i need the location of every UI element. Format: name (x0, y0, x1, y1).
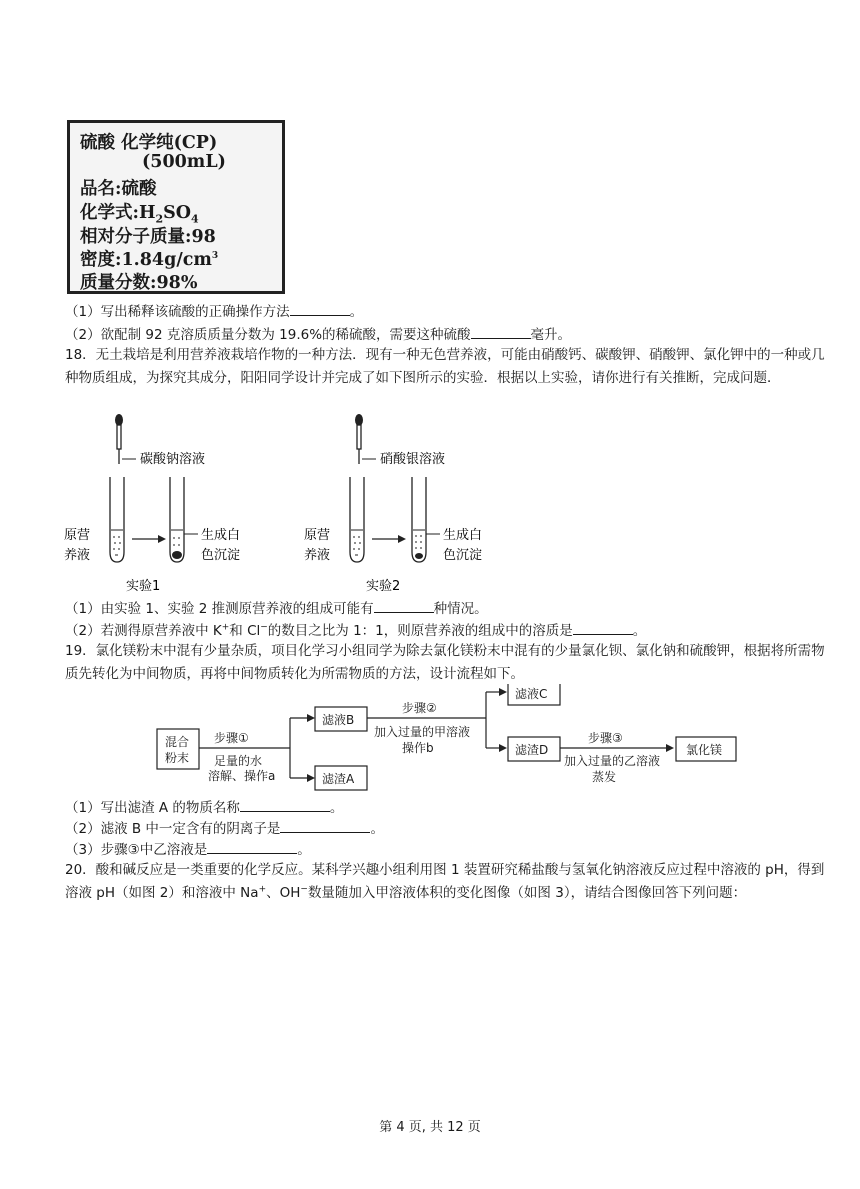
exp2-caption: 实验2 (366, 579, 401, 594)
exp1-result-label-1: 生成白 (201, 528, 241, 543)
exp2-result-label-2: 色沉淀 (443, 548, 483, 563)
exp1-original-label-2: 养液 (64, 548, 91, 563)
mix-box-label-1: 混合 (165, 735, 190, 749)
label-line-6: 密度$:1.84g/cm^3$ (80, 250, 219, 270)
test-tube-icon (110, 477, 124, 562)
label-line-1: 硫酸 化学纯(CP) (80, 133, 218, 153)
residue-d-label: 滤渣D (515, 743, 549, 757)
q18-part2: （2）若测得原营养液中 K+和 Cl−的数目之比为 1：1，则原营养液的组成中的溶质是 。 (65, 622, 647, 639)
residue-a-label: 滤渣A (322, 772, 355, 786)
exp1-original-label-1: 原营 (64, 528, 91, 543)
step1-label: 步骤① (214, 731, 249, 745)
q20-stem: 20．酸和碱反应是一类重要的化学反应。某科学兴趣小组利用图 1 装置研究稀盐酸与氢氧化钠溶液反应过程中溶液的 pH，得到溶液 pH（如图 2）和溶液中 Na+、OH−数量随加入甲溶液体积的变化图像（如图 3），请结合图像回答下列问题： (65, 862, 825, 901)
label-line-4: 化学式$:H_2SO_4$ (80, 203, 199, 226)
q19-part1: （1）写出滤渣 A 的物质名称 。 (65, 800, 344, 816)
filtrate-c-label: 滤液C (515, 687, 548, 701)
exp2-original-label-1: 原营 (304, 528, 331, 543)
q19-flowchart (150, 684, 750, 796)
step1-detail-2: 溶解、操作a (208, 769, 276, 783)
step3-detail-1: 加入过量的乙溶液 (564, 754, 661, 768)
test-tube-icon (350, 477, 364, 562)
step1-detail-1: 足量的水 (214, 754, 263, 768)
label-line-5: 相对分子质量:98 (80, 227, 216, 247)
exp1-result-label-2: 色沉淀 (201, 548, 241, 563)
filtrate-b-label: 滤液B (322, 713, 355, 727)
q18-stem: 18．无土栽培是利用营养液栽培作物的一种方法．现有一种无色营养液，可能由硝酸钙、碳酸钾、硝酸钾、氯化钾中的一种或几种物质组成，为探究其成分，阳阳同学设计并完成了如下图所示的实验．根据以上实验，请你进行有关推断，完成问题． (65, 347, 825, 386)
exp1-reagent-label: 碳酸钠溶液 (140, 452, 206, 467)
exp2-reagent-label: 硝酸银溶液 (380, 452, 446, 467)
step3-label: 步骤③ (588, 731, 623, 745)
q19-part2: （2）滤液 B 中一定含有的阴离子是 。 (65, 821, 384, 837)
exp2-result-label-1: 生成白 (443, 528, 483, 543)
q19-stem: 19．氯化镁粉末中混有少量杂质，项目化学习小组同学为除去氯化镁粉末中混有的少量氯化钡、氯化钠和硫酸钾，根据将所需物质先转化为中间物质，再将中间物质转化为所需物质的方法，设计流程如下。 (65, 643, 825, 682)
product-label: 氯化镁 (686, 743, 723, 757)
q17-part1: （1）写出稀释该硫酸的正确操作方法 。 (65, 304, 364, 320)
step2-label: 步骤② (402, 701, 437, 715)
q17-part2: （2）欲配制 92 克溶质质量分数为 19.6%的稀硫酸，需要这种硫酸 毫升。 (65, 327, 572, 343)
dropper-icon (355, 414, 363, 464)
page-footer: 第 4 页, 共 12 页 (379, 1120, 481, 1135)
step2-detail-2: 操作b (402, 741, 434, 755)
label-line-7: 质量分数:98% (80, 273, 198, 293)
test-tube-icon (412, 477, 426, 562)
mix-box-label-2: 粉末 (165, 751, 190, 765)
q18-part1: （1）由实验 1、实验 2 推测原营养液的组成可能有 种情况。 (65, 601, 488, 617)
step3-detail-2: 蒸发 (592, 770, 617, 784)
step2-detail-1: 加入过量的甲溶液 (374, 725, 471, 739)
exp1-caption: 实验1 (126, 579, 161, 594)
label-line-2: (500mL) (142, 152, 226, 172)
test-tube-icon (170, 477, 184, 562)
q19-part3: （3）步骤③中乙溶液是 。 (65, 842, 311, 858)
exp2-original-label-2: 养液 (304, 548, 331, 563)
sulfuric-acid-label (67, 120, 285, 294)
label-line-3: 品名:硫酸 (80, 179, 157, 199)
q18-experiment-figure (60, 412, 520, 598)
dropper-icon (115, 414, 123, 464)
